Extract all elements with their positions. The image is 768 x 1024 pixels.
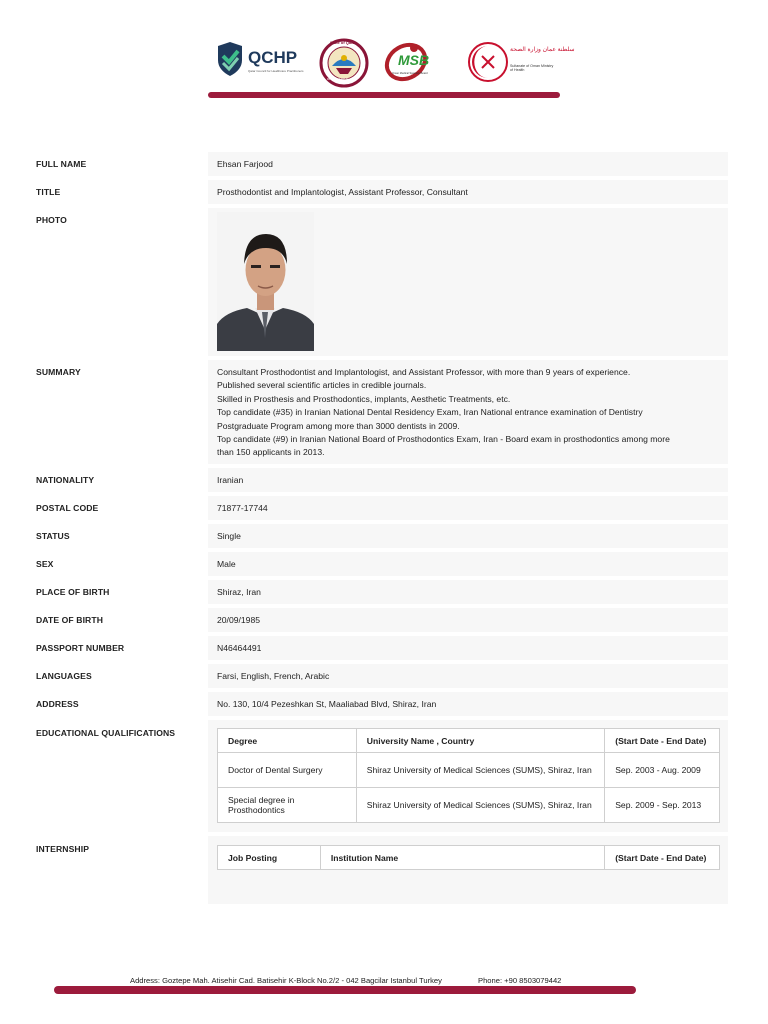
internship-header-dates: (Start Date - End Date) (605, 846, 720, 870)
row-bg-passport (208, 636, 728, 660)
omsb-text: MSB (398, 52, 430, 68)
education-header-row (218, 729, 720, 753)
education-degree-cell: Doctor of Dental Surgery (218, 753, 357, 788)
education-table (217, 728, 720, 823)
state-of-qatar-seal (318, 38, 370, 86)
row-bg-sex (208, 552, 728, 576)
education-university-cell: Shiraz University of Medical Sciences (SUMS), Shiraz, Iran (356, 753, 604, 788)
qatar-seal-text: State of Qatar (330, 40, 357, 45)
place-of-birth-label: PLACE OF BIRTH (36, 587, 110, 597)
date-of-birth-value: 20/09/1985 (217, 615, 261, 625)
education-header-university: University Name , Country (356, 729, 604, 753)
nationality-value: Iranian (217, 475, 244, 485)
photo-label: PHOTO (36, 215, 67, 225)
oman-moh-logo (468, 38, 575, 86)
qchp-text: QCHP (248, 48, 298, 67)
sex-label: SEX (36, 559, 54, 569)
education-dates-cell: Sep. 2009 - Sep. 2013 (605, 788, 720, 823)
header-accent-bar (208, 92, 560, 98)
date-of-birth-label: DATE OF BIRTH (36, 615, 104, 625)
internship-label: INTERNSHIP (36, 844, 90, 854)
passport-number-label: PASSPORT NUMBER (36, 643, 125, 653)
internship-header-job: Job Posting (218, 846, 321, 870)
postal-code-label: POSTAL CODE (36, 503, 99, 513)
title-value: Prosthodontist and Implantologist, Assistant Professor, Consultant (217, 187, 468, 197)
education-degree-cell: Special degree in Prosthodontics (218, 788, 357, 823)
footer-accent-bar (54, 986, 636, 994)
title-label: TITLE (36, 187, 61, 197)
education-header-degree: Degree (218, 729, 357, 753)
row-bg-postal-code (208, 496, 728, 520)
qchp-logo (214, 38, 310, 86)
omsb-subtext: Oman Medical Specialty Board (392, 72, 428, 75)
full-name-value: Ehsan Farjood (217, 159, 273, 169)
qatar-seal-subtext: Ministry of Public Health (327, 78, 353, 81)
place-of-birth-value: Shiraz, Iran (217, 587, 261, 597)
full-name-label: FULL NAME (36, 159, 87, 169)
footer-phone: Phone: +90 8503079442 (478, 976, 562, 985)
summary-line: Top candidate (#35) in Iranian National Dental Residency Exam, Iran National entrance examination of Dentistry (217, 407, 643, 418)
education-university-cell: Shiraz University of Medical Sciences (SUMS), Shiraz, Iran (356, 788, 604, 823)
education-header-dates: (Start Date - End Date) (605, 729, 720, 753)
row-bg-place-of-birth (208, 580, 728, 604)
omsb-logo (384, 38, 460, 86)
oman-moh-arabic: سلطنة عمان وزارة الصحة (510, 47, 575, 53)
address-label: ADDRESS (36, 699, 79, 709)
summary-line: Postgraduate Program among more than 3000 dentists in 2009. (217, 420, 460, 431)
row-bg-full-name (208, 152, 728, 176)
table-row (218, 788, 720, 823)
person-portrait-icon (217, 212, 314, 351)
header-logos (214, 38, 575, 88)
summary-line: Published several scientific articles in credible journals. (217, 380, 427, 391)
footer-address: Address: Goztepe Mah. Atisehir Cad. Batisehir K-Block No.2/2 - 042 Bagcilar Istanbul Turkey (130, 976, 442, 985)
status-label: STATUS (36, 531, 70, 541)
nationality-label: NATIONALITY (36, 475, 95, 485)
row-bg-date-of-birth (208, 608, 728, 632)
oman-moh-subtext: Sultanate of Oman Ministry of Health (510, 64, 554, 73)
education-dates-cell: Sep. 2003 - Aug. 2009 (605, 753, 720, 788)
qchp-subtext: Qatar Council for Healthcare Practitioners (248, 69, 304, 73)
summary-line: Top candidate (#9) in Iranian National Board of Prosthodontics Exam, Iran - Board exam in prosthodontics among more (217, 434, 670, 445)
table-row (218, 753, 720, 788)
internship-header-row (218, 846, 720, 870)
row-bg-nationality (208, 468, 728, 492)
passport-number-value: N46464491 (217, 643, 262, 653)
row-bg-status (208, 524, 728, 548)
summary-label: SUMMARY (36, 367, 81, 377)
profile-photo (217, 212, 314, 351)
summary-text (217, 366, 717, 460)
summary-line: than 150 applicants in 2013. (217, 447, 325, 458)
summary-line: Skilled in Prosthesis and Prosthodontics, implants, Aesthetic Treatments, etc. (217, 393, 511, 404)
postal-code-value: 71877-17744 (217, 503, 268, 513)
internship-header-institution: Institution Name (320, 846, 604, 870)
summary-line: Consultant Prosthodontist and Implantologist, and Assistant Professor, with more than 9 years of experience. (217, 367, 631, 377)
languages-value: Farsi, English, French, Arabic (217, 671, 330, 681)
education-label: EDUCATIONAL QUALIFICATIONS (36, 728, 176, 738)
internship-table (217, 845, 720, 870)
address-value: No. 130, 10/4 Pezeshkan St, Maaliabad Blvd, Shiraz, Iran (217, 699, 437, 709)
sex-value: Male (217, 559, 236, 569)
oman-crescent-icon (468, 38, 508, 86)
languages-label: LANGUAGES (36, 671, 92, 681)
status-value: Single (217, 531, 241, 541)
